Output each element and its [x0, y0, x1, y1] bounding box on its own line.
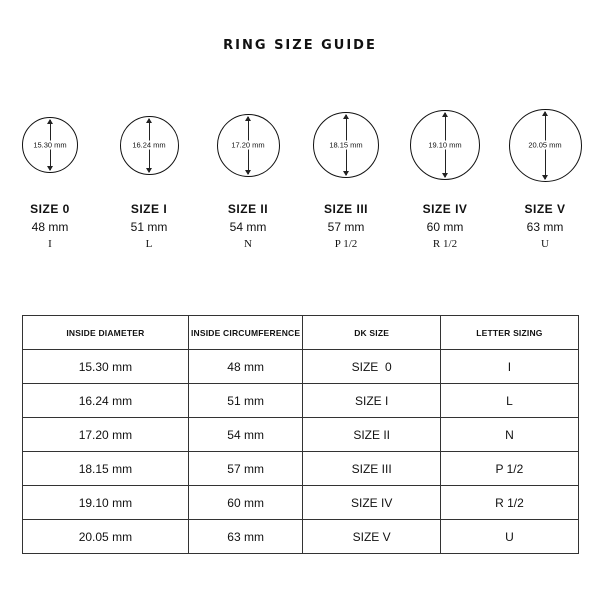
ring-diameter-label: 20.05 mm [528, 140, 562, 150]
ring-letter-size: P 1/2 [334, 238, 358, 250]
arrow-down-icon [146, 168, 152, 173]
cell-inside-diameter: 15.30 mm [23, 350, 189, 384]
arrow-up-icon [47, 119, 53, 124]
table-header-row [23, 316, 579, 350]
header-letter-sizing: LETTER SIZING [440, 316, 578, 350]
ring-circumference: 54 mm [229, 220, 267, 234]
ring-letter-size: R 1/2 [432, 238, 458, 250]
arrow-up-icon [442, 112, 448, 117]
ring-size-name: SIZE II [227, 202, 269, 216]
ring-circumference: 57 mm [327, 220, 365, 234]
table-row [23, 418, 579, 452]
table-row [23, 486, 579, 520]
ring-size-name: SIZE 0 [30, 202, 70, 216]
ring-letter-size: N [244, 238, 252, 250]
ring-circle-icon [313, 112, 379, 178]
arrow-down-icon [343, 171, 349, 176]
ring-letter-size: L [145, 238, 153, 250]
cell-dk-size: SIZE III [303, 452, 440, 486]
cell-inside-circumference: 48 mm [188, 350, 303, 384]
ring-size-name: SIZE III [323, 202, 368, 216]
cell-letter-sizing: L [440, 384, 578, 418]
arrow-down-icon [442, 173, 448, 178]
ring-diameter-label: 18.15 mm [329, 140, 363, 150]
arrow-down-icon [47, 166, 53, 171]
page-title: RING SIZE GUIDE [223, 38, 377, 53]
ring-size-item [0, 100, 100, 250]
ring-circumference: 48 mm [31, 220, 69, 234]
cell-inside-circumference: 51 mm [188, 384, 303, 418]
ring-size-item [495, 100, 595, 250]
cell-inside-diameter: 18.15 mm [23, 452, 189, 486]
cell-dk-size: SIZE IV [303, 486, 440, 520]
ring-size-item [99, 100, 199, 250]
ring-diameter-label: 15.30 mm [33, 140, 67, 150]
cell-letter-sizing: U [440, 520, 578, 554]
cell-inside-diameter: 16.24 mm [23, 384, 189, 418]
header-inside-circumference: INSIDE CIRCUMFERENCE [188, 316, 303, 350]
ring-size-name: SIZE I [130, 202, 168, 216]
arrow-up-icon [245, 116, 251, 121]
ring-circle-icon [410, 110, 480, 180]
ring-diameter-label: 17.20 mm [231, 140, 265, 150]
ring-circumference: 60 mm [426, 220, 464, 234]
ring-size-name: SIZE V [524, 202, 566, 216]
cell-dk-size: SIZE 0 [303, 350, 440, 384]
cell-dk-size: SIZE I [303, 384, 440, 418]
arrow-up-icon [542, 111, 548, 116]
ring-size-item [198, 100, 298, 250]
arrow-down-icon [245, 170, 251, 175]
ring-size-name: SIZE IV [422, 202, 468, 216]
arrow-up-icon [343, 114, 349, 119]
arrow-up-icon [146, 118, 152, 123]
cell-dk-size: SIZE V [303, 520, 440, 554]
header-inside-diameter: INSIDE DIAMETER [23, 316, 189, 350]
cell-letter-sizing: P 1/2 [440, 452, 578, 486]
table-row [23, 384, 579, 418]
ring-diameter-label: 16.24 mm [132, 140, 166, 150]
cell-inside-circumference: 54 mm [188, 418, 303, 452]
ring-circumference: 51 mm [130, 220, 168, 234]
table-row [23, 520, 579, 554]
table-row [23, 350, 579, 384]
cell-inside-diameter: 17.20 mm [23, 418, 189, 452]
cell-dk-size: SIZE II [303, 418, 440, 452]
cell-letter-sizing: N [440, 418, 578, 452]
cell-inside-diameter: 19.10 mm [23, 486, 189, 520]
cell-letter-sizing: R 1/2 [440, 486, 578, 520]
cell-inside-diameter: 20.05 mm [23, 520, 189, 554]
cell-letter-sizing: I [440, 350, 578, 384]
ring-circumference: 63 mm [526, 220, 564, 234]
header-dk-size: DK SIZE [303, 316, 440, 350]
ring-size-item [395, 100, 495, 250]
ring-circle-icon [120, 116, 179, 175]
cell-inside-circumference: 60 mm [188, 486, 303, 520]
ring-letter-size: I [48, 238, 52, 250]
table-row [23, 452, 579, 486]
cell-inside-circumference: 57 mm [188, 452, 303, 486]
arrow-down-icon [542, 175, 548, 180]
ring-circle-icon [509, 109, 582, 182]
cell-inside-circumference: 63 mm [188, 520, 303, 554]
ring-letter-size: U [541, 238, 549, 250]
ring-circle-icon [22, 117, 78, 173]
ring-size-item [296, 100, 396, 250]
ring-circle-icon [217, 114, 280, 177]
ring-diameter-label: 19.10 mm [428, 140, 462, 150]
ring-size-table [22, 315, 579, 554]
